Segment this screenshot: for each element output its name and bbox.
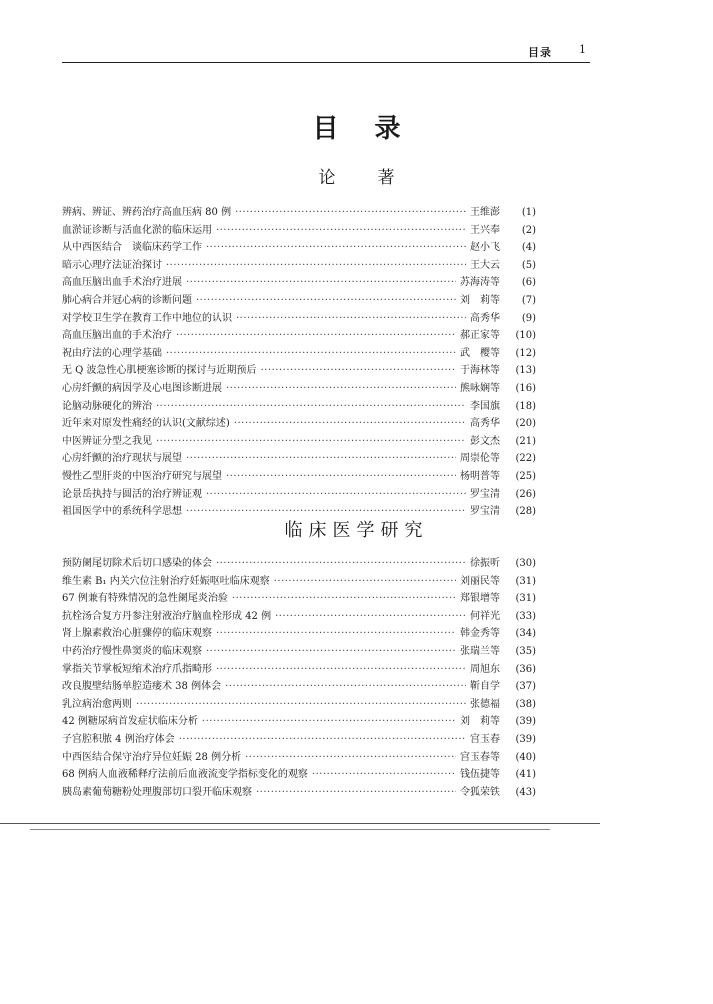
entry-author: 熊咏娴等 xyxy=(460,382,500,394)
toc-entry xyxy=(62,309,536,327)
running-header xyxy=(62,40,590,62)
dot-leader xyxy=(216,664,466,675)
entry-author: 张瑞兰等 xyxy=(460,645,500,657)
dot-leader xyxy=(216,628,456,639)
dot-leader xyxy=(156,436,466,447)
entry-author: 钱伍捷等 xyxy=(460,769,500,781)
dot-leader xyxy=(206,489,466,500)
running-title: 目录 xyxy=(528,46,552,59)
toc-entry xyxy=(62,238,536,256)
header-rule xyxy=(62,62,590,63)
entry-page: (34) xyxy=(515,628,536,640)
entry-title: 改良腹壁结肠单腔造瘘术 38 例体会 xyxy=(62,681,222,693)
dot-leader xyxy=(225,681,466,692)
dot-leader xyxy=(256,787,456,798)
entry-page: (28) xyxy=(515,506,536,518)
entry-author: 刘丽民等 xyxy=(460,575,500,587)
entry-title: 高血压脑出血手术治疗进展 xyxy=(62,277,182,289)
toc-entry xyxy=(62,765,536,783)
dot-leader xyxy=(179,734,466,745)
entry-author: 韩金秀等 xyxy=(460,628,500,640)
entry-author: 李国旗 xyxy=(470,400,500,412)
entry-author: 高秀华 xyxy=(470,418,500,430)
entry-author: 王维澎 xyxy=(470,207,500,218)
dot-leader xyxy=(236,313,466,324)
entry-title: 慢性乙型肝炎的中医治疗研究与展望 xyxy=(62,470,222,482)
entry-author: 徐振听 xyxy=(470,558,500,569)
toc-entry xyxy=(62,642,536,660)
entry-title: 42 例糖尿病首发症状临床分析 xyxy=(62,716,198,728)
entry-title: 掌指关节掌板短缩术治疗爪指畸形 xyxy=(62,663,212,675)
entry-author: 刘 莉等 xyxy=(460,294,500,306)
dot-leader xyxy=(206,646,456,657)
entry-page: (2) xyxy=(521,224,536,236)
dot-leader xyxy=(202,716,456,727)
entry-title: 论脑动脉硬化的辨治 xyxy=(62,400,152,412)
entry-title: 中医辨证分型之我见 xyxy=(62,435,152,447)
toc-list-lunzhu xyxy=(62,203,536,520)
entry-page: (4) xyxy=(521,242,536,254)
entry-author: 令狐荣铁 xyxy=(460,786,500,798)
entry-page: (6) xyxy=(521,277,536,289)
entry-page: (33) xyxy=(515,610,536,622)
entry-author: 杨明普等 xyxy=(460,470,500,482)
entry-title: 心房纤颤的病因学及心电图诊断进展 xyxy=(62,382,222,394)
toc-entry xyxy=(62,485,536,503)
toc-entry xyxy=(62,344,536,362)
entry-page: (39) xyxy=(515,733,536,745)
entry-page: (5) xyxy=(521,259,536,271)
toc-entry xyxy=(62,572,536,590)
entry-author: 宫玉春等 xyxy=(460,751,500,763)
entry-page: (35) xyxy=(515,645,536,657)
dot-leader xyxy=(226,383,456,394)
entry-page: (36) xyxy=(515,663,536,675)
entry-author: 高秀华 xyxy=(470,312,500,324)
toc-entry xyxy=(62,695,536,713)
entry-page: (20) xyxy=(515,418,536,430)
entry-author: 王兴奉 xyxy=(470,224,500,236)
entry-author: 于海林等 xyxy=(460,365,500,377)
entry-title: 心房纤颤的治疗现状与展望 xyxy=(62,453,182,465)
toc-entry xyxy=(62,624,536,642)
entry-title: 中药治疗慢性鼻窦炎的临床观察 xyxy=(62,645,202,657)
entry-page: (22) xyxy=(515,453,536,465)
dot-leader xyxy=(235,207,466,218)
dot-leader xyxy=(226,471,456,482)
dot-leader xyxy=(186,277,456,288)
dot-leader xyxy=(274,576,456,587)
dot-leader xyxy=(176,330,456,341)
entry-author: 彭文杰 xyxy=(470,435,500,447)
dot-leader xyxy=(196,295,456,306)
toc-entry xyxy=(62,589,536,607)
entry-page: (9) xyxy=(521,312,536,324)
entry-page: (16) xyxy=(515,382,536,394)
entry-title: 高血压脑出血的手术治疗 xyxy=(62,330,172,342)
toc-entry xyxy=(62,607,536,625)
entry-page: (21) xyxy=(515,435,536,447)
entry-page: (18) xyxy=(515,400,536,412)
entry-title: 67 例兼有特殊情况的急性阑尾炎治验 xyxy=(62,593,228,605)
dot-leader xyxy=(232,593,456,604)
entry-title: 辨病、辨证、辨药治疗高血压病 80 例 xyxy=(62,207,232,218)
toc-entry xyxy=(62,712,536,730)
entry-author: 张德福 xyxy=(470,698,500,710)
dot-leader xyxy=(166,348,456,359)
entry-author: 宫玉春 xyxy=(470,733,500,745)
dot-leader xyxy=(216,225,466,236)
entry-title: 抗栓汤合复方丹参注射液治疗脑血栓形成 42 例 xyxy=(62,610,272,622)
dot-leader xyxy=(245,752,456,763)
entry-author: 何祥光 xyxy=(470,610,500,622)
dot-leader xyxy=(186,453,456,464)
page-number: 1 xyxy=(579,43,586,56)
entry-author: 周崇伦等 xyxy=(460,453,500,465)
entry-author: 苏海涛等 xyxy=(460,277,500,289)
toc-entry xyxy=(62,677,536,695)
toc-entry xyxy=(62,660,536,678)
toc-entry xyxy=(62,783,536,801)
toc-entry xyxy=(62,432,536,450)
toc-entry xyxy=(62,291,536,309)
toc-list-clinical xyxy=(62,554,536,800)
footer-rule-secondary xyxy=(30,829,550,830)
entry-title: 无 Q 波急性心肌梗塞诊断的探讨与近期预后 xyxy=(62,365,257,377)
entry-author: 郑银增等 xyxy=(460,593,500,605)
entry-page: (40) xyxy=(515,751,536,763)
entry-page: (43) xyxy=(515,786,536,798)
entry-title: 胰岛素葡萄糖粉处理腹部切口裂开临床观察 xyxy=(62,786,252,798)
entry-author: 郝正家等 xyxy=(460,330,500,342)
entry-page: (30) xyxy=(515,558,536,569)
toc-entry xyxy=(62,379,536,397)
entry-page: (7) xyxy=(521,294,536,306)
entry-title: 肾上腺素救治心脏骤停的临床观察 xyxy=(62,628,212,640)
entry-title: 对学校卫生学在教育工作中地位的认识 xyxy=(62,312,232,324)
toc-entry xyxy=(62,414,536,432)
entry-page: (13) xyxy=(515,365,536,377)
entry-title: 子宫腔积脓 4 例治疗体会 xyxy=(62,733,175,745)
entry-title: 祝由疗法的心理学基础 xyxy=(62,347,162,359)
entry-author: 周旭东 xyxy=(470,663,500,675)
toc-entry xyxy=(62,221,536,239)
entry-page: (10) xyxy=(515,330,536,342)
entry-page: (38) xyxy=(515,698,536,710)
entry-page: (31) xyxy=(515,593,536,605)
entry-title: 从中西医结合 谈临床药学工作 xyxy=(62,242,202,254)
entry-author: 靳自学 xyxy=(470,681,500,693)
toc-entry xyxy=(62,467,536,485)
toc-entry xyxy=(62,748,536,766)
entry-title: 暗示心理疗法证治探讨 xyxy=(62,259,162,271)
dot-leader xyxy=(206,242,466,253)
entry-author: 王大云 xyxy=(470,259,500,271)
toc-entry xyxy=(62,449,536,467)
entry-page: (26) xyxy=(515,488,536,500)
toc-entry xyxy=(62,730,536,748)
entry-title: 中西医结合保守治疗异位妊娠 28 例分析 xyxy=(62,751,242,763)
dot-leader xyxy=(216,558,466,569)
page-title: 目录 xyxy=(312,114,437,144)
dot-leader xyxy=(275,611,466,622)
section-title-clinical: 临床医学研究 xyxy=(284,520,429,541)
dot-leader xyxy=(136,699,466,710)
dot-leader xyxy=(166,260,466,271)
entry-author: 刘 莉等 xyxy=(460,716,500,728)
toc-entry xyxy=(62,554,536,572)
entry-author: 罗宝清 xyxy=(470,488,500,500)
entry-title: 血淤证诊断与活血化淤的临床运用 xyxy=(62,224,212,236)
toc-entry xyxy=(62,203,536,221)
entry-author: 武 樱等 xyxy=(460,347,500,359)
toc-entry xyxy=(62,326,536,344)
toc-entry xyxy=(62,273,536,291)
entry-page: (41) xyxy=(515,769,536,781)
footer-rule xyxy=(0,823,600,824)
section-title-lunzhu: 论著 xyxy=(318,168,437,188)
entry-title: 论景岳执持与圆活的治疗辨证观 xyxy=(62,488,202,500)
dot-leader xyxy=(312,769,456,780)
entry-title: 乳泣病治愈两则 xyxy=(62,698,132,710)
entry-title: 祖国医学中的系统科学思想 xyxy=(62,506,182,518)
entry-title: 近年来对原发性痛经的认识(文献综述) xyxy=(62,418,230,430)
entry-page: (37) xyxy=(515,681,536,693)
entry-page: (25) xyxy=(515,470,536,482)
toc-entry xyxy=(62,397,536,415)
toc-entry xyxy=(62,361,536,379)
entry-page: (1) xyxy=(521,207,536,218)
dot-leader xyxy=(234,418,466,429)
dot-leader xyxy=(261,365,456,376)
entry-title: 预防阑尾切除术后切口感染的体会 xyxy=(62,558,212,569)
dot-leader xyxy=(156,401,466,412)
entry-page: (39) xyxy=(515,716,536,728)
entry-title: 肺心病合并冠心病的诊断问题 xyxy=(62,294,192,306)
entry-author: 罗宝清 xyxy=(470,506,500,518)
toc-entry xyxy=(62,256,536,274)
entry-page: (31) xyxy=(515,575,536,587)
entry-title: 68 例病人血液稀释疗法前后血液流变学指标变化的观察 xyxy=(62,769,308,781)
entry-author: 赵小飞 xyxy=(470,242,500,254)
entry-page: (12) xyxy=(515,347,536,359)
entry-title: 维生素 B₁ 内关穴位注射治疗妊娠呕吐临床观察 xyxy=(62,575,270,587)
